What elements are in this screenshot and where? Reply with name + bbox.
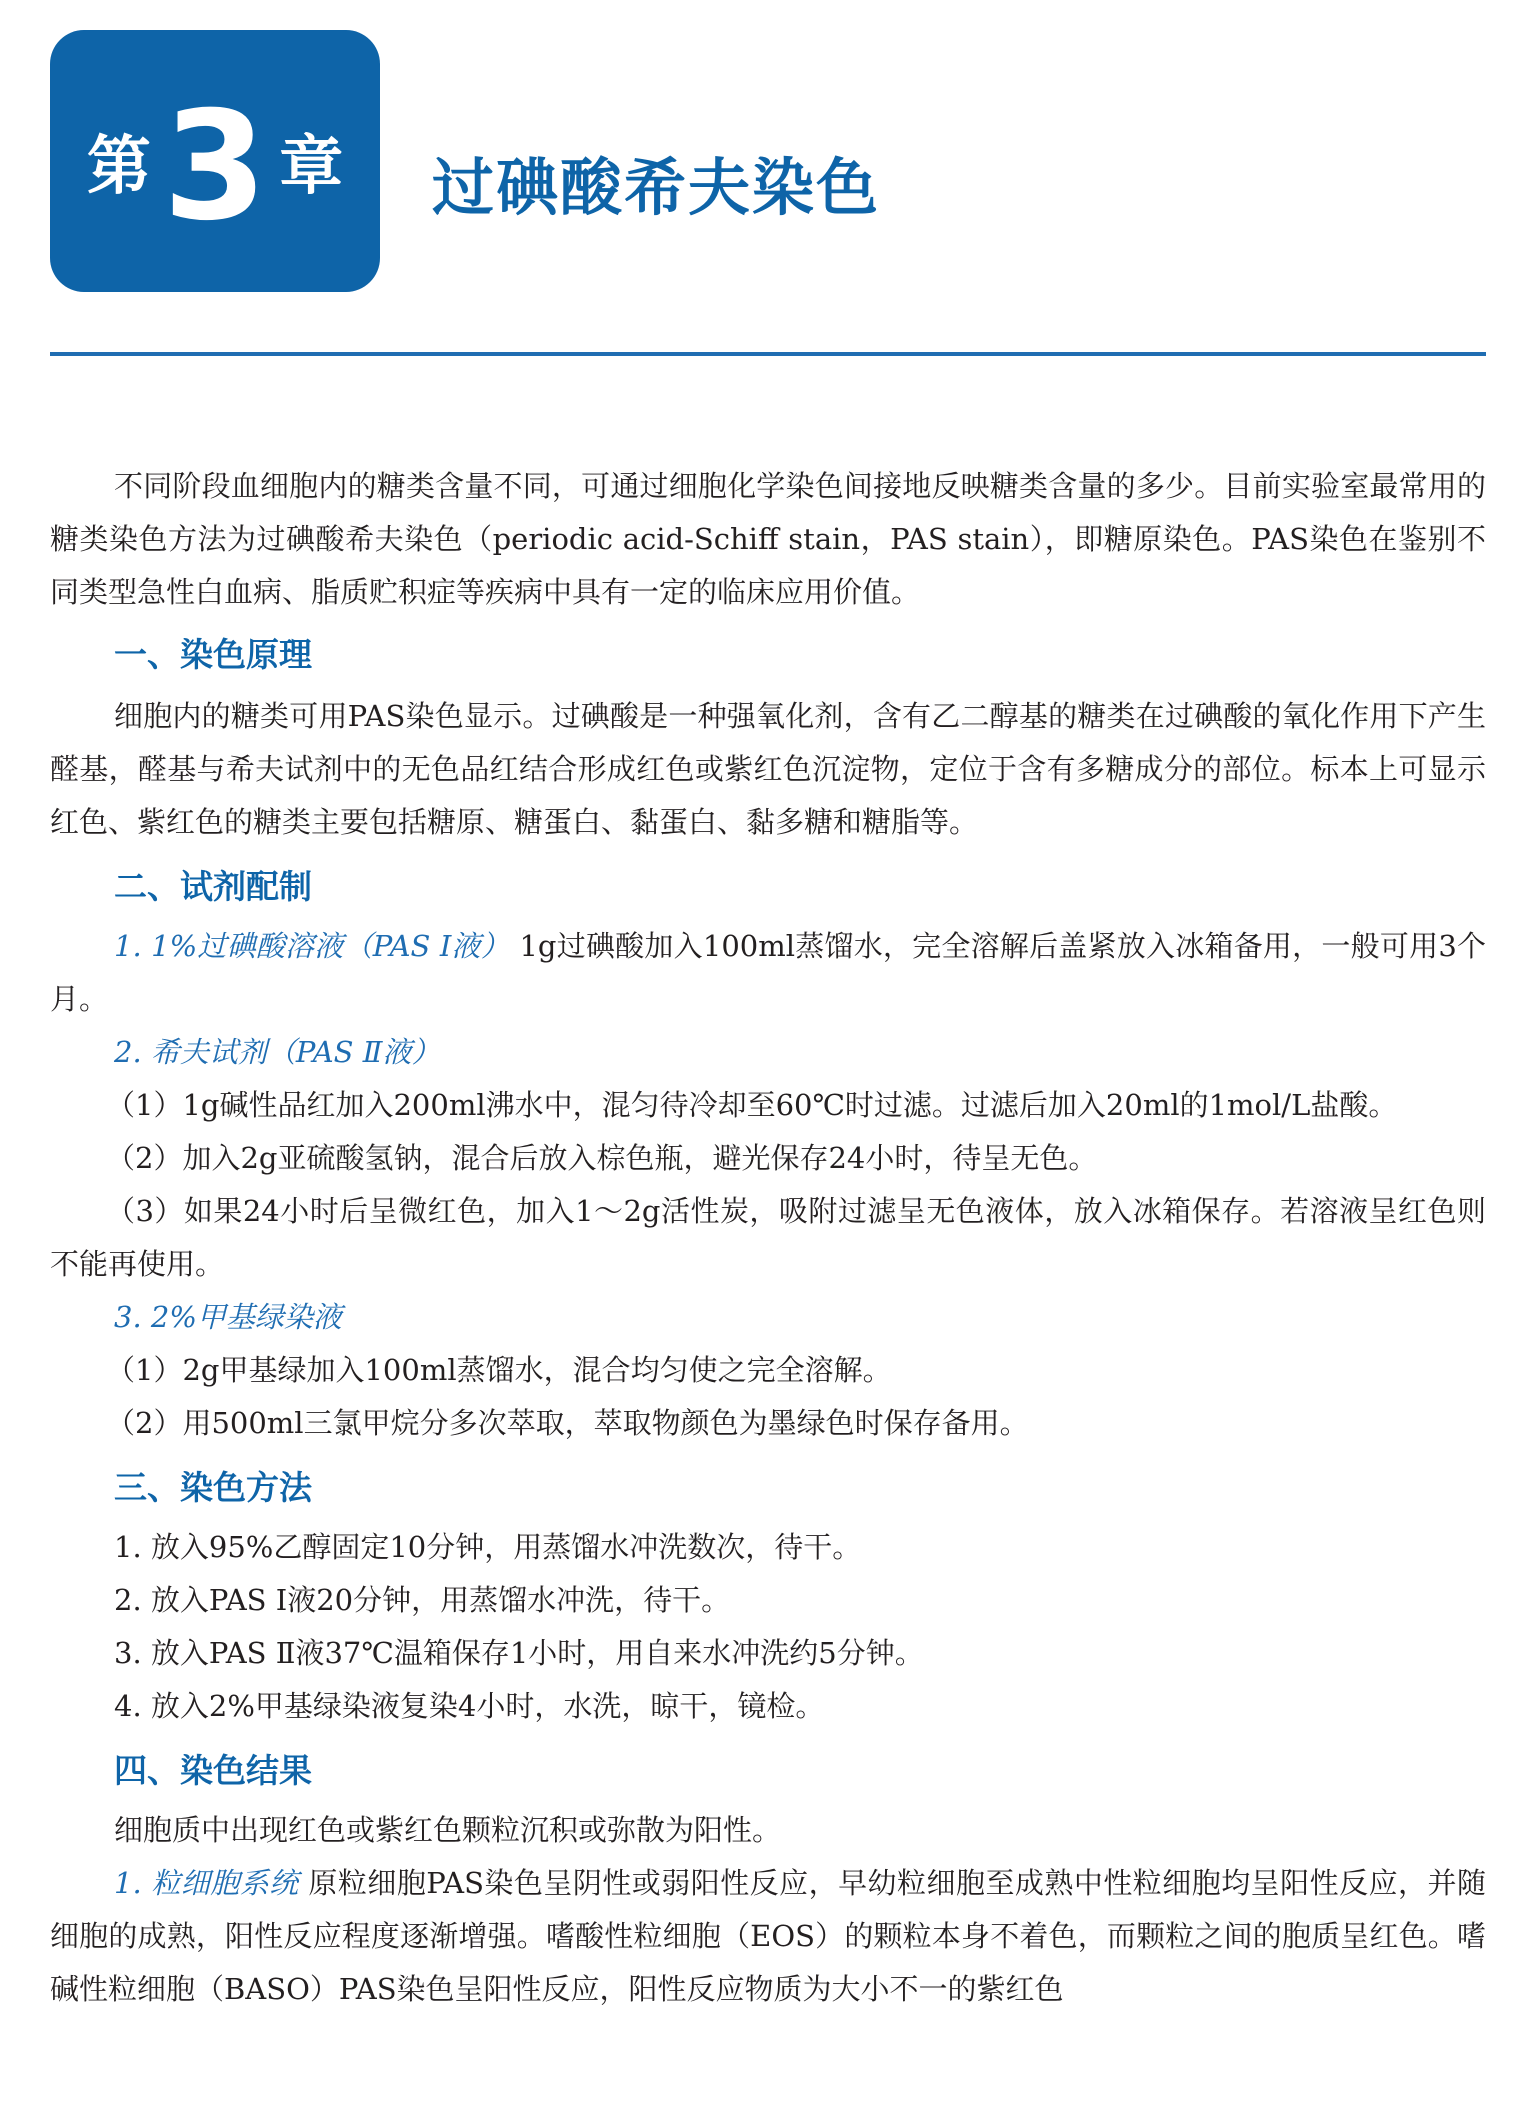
reagent-1-text: 1g过碘酸加入100ml蒸馏水，完全溶解后盖紧放入冰箱备用，一般可用3个月。 <box>50 929 1487 1016</box>
method-step-3: 3. 放入PAS Ⅱ液37℃温箱保存1小时，用自来水冲洗约5分钟。 <box>114 1636 924 1670</box>
section-heading-reagents: 二、试剂配制 <box>114 867 312 906</box>
granulocyte-text: 原粒细胞PAS染色呈阴性或弱阳性反应，早幼粒细胞至成熟中性粒细胞均呈阳性反应，并随细胞的成熟，阳性反应程度逐渐增强。嗜酸性粒细胞（EOS）的颗粒本身不着色，而颗粒之间的胞质呈红色。嗜碱性粒细胞（BASO）PAS染色呈阳性反应，阳性反应物质为大小不一的紫红色 <box>50 1866 1486 2006</box>
reagent-3-label: 3. 2%甲基绿染液 <box>114 1300 342 1334</box>
reagent-2-step-1: （1）1g碱性品红加入200ml沸水中，混匀待冷却至60℃时过滤。过滤后加入20ml的1mol/L盐酸。 <box>106 1088 1398 1122</box>
chapter-prefix: 第 <box>86 130 151 204</box>
reagent-2-step-3: （3）如果24小时后呈微红色，加入1～2g活性炭，吸附过滤呈无色液体，放入冰箱保存。若溶液呈红色则不能再使用。 <box>50 1194 1486 1281</box>
section-heading-principle: 一、染色原理 <box>114 635 312 674</box>
results-paragraph: 细胞质中出现红色或紫红色颗粒沉积或弥散为阳性。 <box>114 1813 782 1847</box>
reagent-3-step-2: （2）用500ml三氯甲烷分多次萃取，萃取物颜色为墨绿色时保存备用。 <box>106 1406 1029 1440</box>
reagent-1-paragraph <box>50 920 1486 1026</box>
chapter-number: 3 <box>162 80 268 254</box>
section-heading-results: 四、染色结果 <box>114 1751 312 1790</box>
reagent-1-label: 1. 1%过碘酸溶液（PAS Ⅰ液） <box>114 929 511 963</box>
reagent-2-step-2: （2）加入2g亚硫酸氢钠，混合后放入棕色瓶，避光保存24小时，待呈无色。 <box>106 1141 1098 1175</box>
header-divider <box>50 352 1486 356</box>
reagent-2-label: 2. 希夫试剂（PAS Ⅱ液） <box>114 1035 441 1069</box>
reagent-3-step-1: （1）2g甲基绿加入100ml蒸馏水，混合均匀使之完全溶解。 <box>106 1353 892 1387</box>
granulocyte-label: 1. 粒细胞系统 <box>114 1866 299 1900</box>
intro-paragraph: 不同阶段血细胞内的糖类含量不同，可通过细胞化学染色间接地反映糖类含量的多少。目前实验室最常用的糖类染色方法为过碘酸希夫染色（periodic acid-Schiff stain，PAS stain），即糖原染色。PAS染色在鉴别不同类型急性白血病、脂质贮积症等疾病中具有一定的临床应用价值。 <box>50 469 1486 609</box>
granulocyte-paragraph <box>50 1857 1486 2016</box>
section-heading-method: 三、染色方法 <box>114 1468 312 1507</box>
chapter-title: 过碘酸希夫染色 <box>432 151 881 224</box>
method-step-2: 2. 放入PAS Ⅰ液20分钟，用蒸馏水冲洗，待干。 <box>114 1583 731 1617</box>
method-step-4: 4. 放入2%甲基绿染液复染4小时，水洗，晾干，镜检。 <box>114 1689 825 1723</box>
chapter-badge <box>50 30 380 292</box>
page-content <box>50 460 1486 2016</box>
chapter-suffix: 章 <box>279 130 344 204</box>
principle-paragraph: 细胞内的糖类可用PAS染色显示。过碘酸是一种强氧化剂，含有乙二醇基的糖类在过碘酸的氧化作用下产生醛基，醛基与希夫试剂中的无色品红结合形成红色或紫红色沉淀物，定位于含有多糖成分的部位。标本上可显示红色、紫红色的糖类主要包括糖原、糖蛋白、黏蛋白、黏多糖和糖脂等。 <box>50 699 1486 839</box>
method-step-1: 1. 放入95%乙醇固定10分钟，用蒸馏水冲洗数次，待干。 <box>114 1530 862 1564</box>
